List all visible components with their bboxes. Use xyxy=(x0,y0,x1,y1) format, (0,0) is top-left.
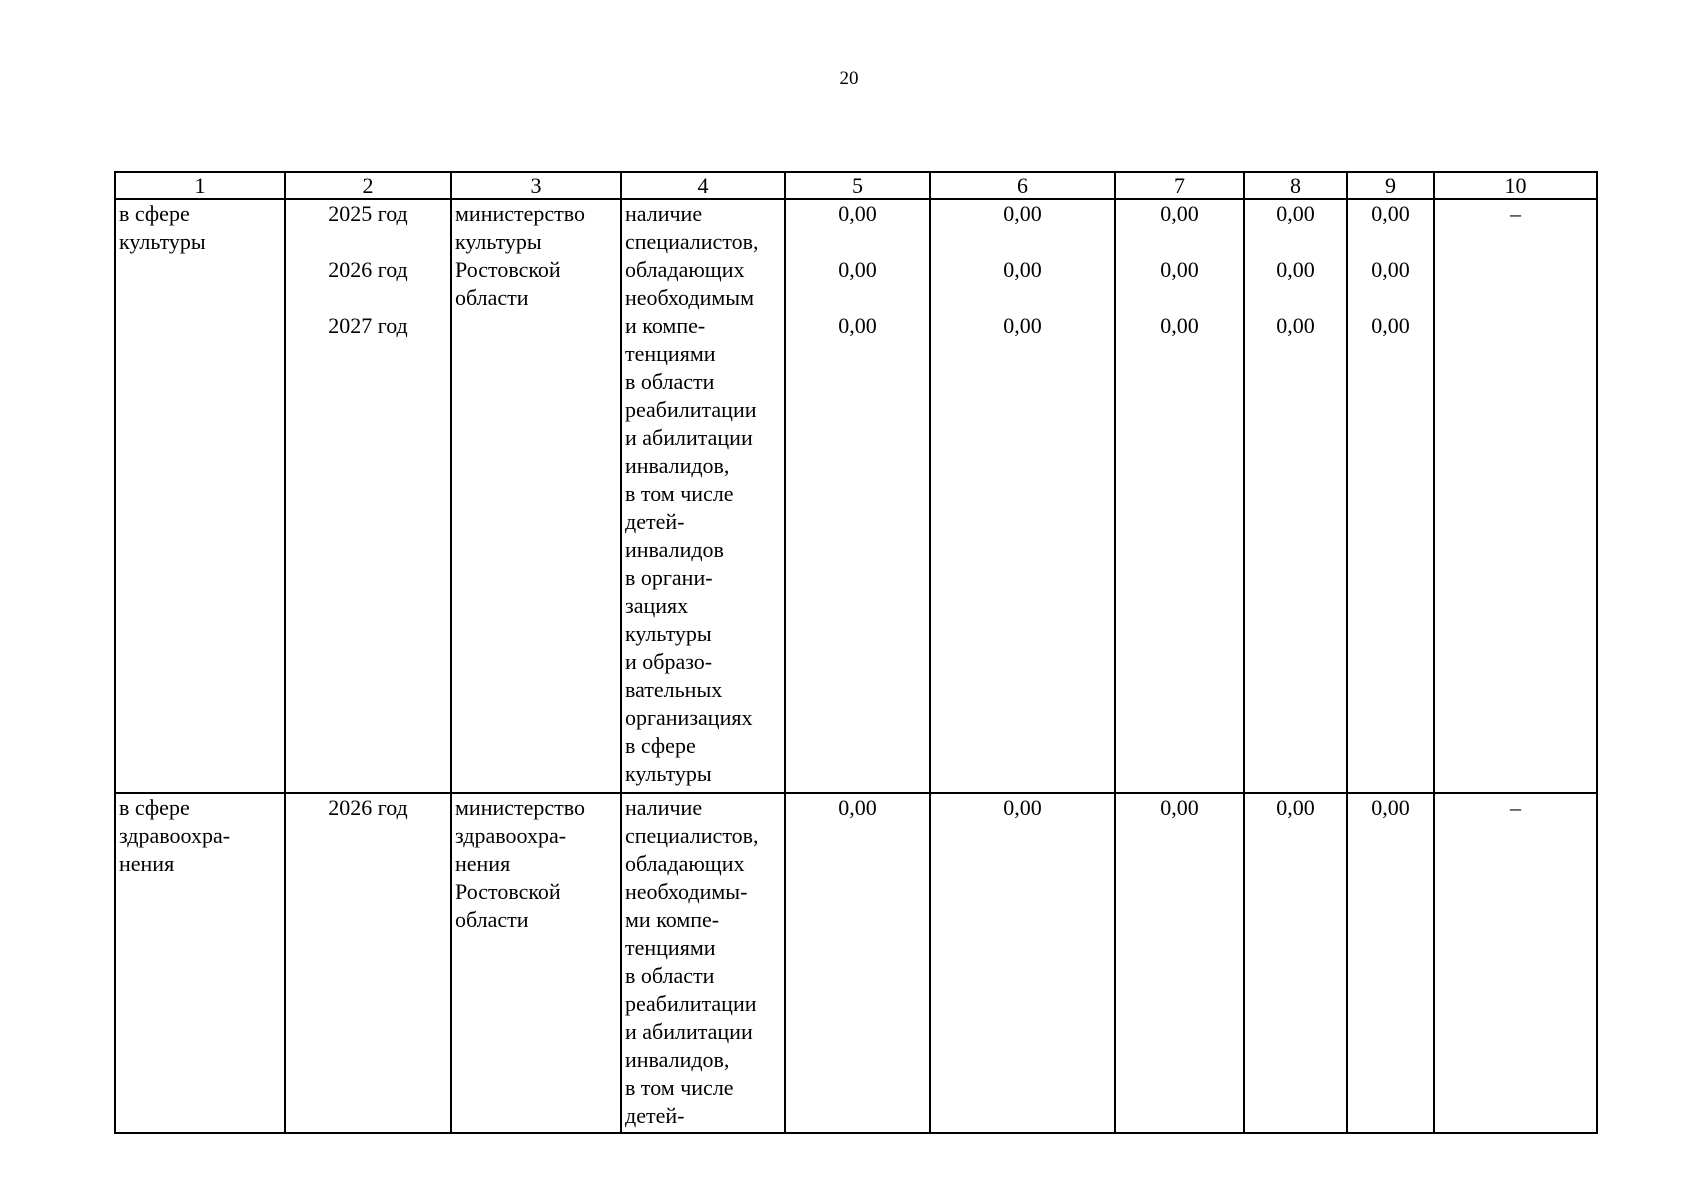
value-text: 0,00 xyxy=(1276,313,1315,338)
value-text: 0,00 xyxy=(1160,313,1199,338)
sphere-cell xyxy=(115,199,285,793)
value-text: 0,00 xyxy=(1276,257,1315,282)
description-line: наличие xyxy=(625,201,703,226)
year-cell xyxy=(285,793,451,1133)
description-line: ми компе- xyxy=(625,907,720,932)
value-cell-col5 xyxy=(785,793,930,1133)
value-cell-col9 xyxy=(1347,199,1434,793)
value-cell-col7 xyxy=(1115,793,1244,1133)
page-number: 20 xyxy=(839,68,859,89)
description-line: обладающих xyxy=(625,851,745,876)
description-line: тенциями xyxy=(625,935,716,960)
description-line: в том числе xyxy=(625,481,734,506)
column-header-6: 6 xyxy=(930,172,1115,199)
sphere-cell xyxy=(115,793,285,1133)
description-line: в органи- xyxy=(625,565,713,590)
description-line: детей- xyxy=(625,509,685,534)
sphere-text: в сфере xyxy=(119,201,190,226)
description-line: в области xyxy=(625,963,715,988)
value-text: 0,00 xyxy=(1371,795,1410,820)
value-cell-col10 xyxy=(1434,793,1597,1133)
value-cell-col9 xyxy=(1347,793,1434,1133)
year-cell xyxy=(285,199,451,793)
value-cell-col7 xyxy=(1115,199,1244,793)
description-line: и компе- xyxy=(625,313,706,338)
dash-text: – xyxy=(1510,795,1521,820)
column-header-4: 4 xyxy=(621,172,785,199)
column-header-5: 5 xyxy=(785,172,930,199)
description-line: обладающих xyxy=(625,257,745,282)
description-cell xyxy=(621,199,785,793)
header-row xyxy=(115,172,1597,199)
description-line: зациях xyxy=(625,593,689,618)
ministry-text: здравоохра- xyxy=(455,823,567,848)
column-header-10: 10 xyxy=(1434,172,1597,199)
value-cell-col6 xyxy=(930,199,1115,793)
description-line: организациях xyxy=(625,705,753,730)
value-text: 0,00 xyxy=(1371,201,1410,226)
value-cell-col10 xyxy=(1434,199,1597,793)
value-text: 0,00 xyxy=(1276,201,1315,226)
table-row xyxy=(115,793,1597,1133)
data-table xyxy=(114,171,1598,1134)
ministry-cell xyxy=(451,199,621,793)
value-cell-col8 xyxy=(1244,199,1347,793)
description-line: необходимы- xyxy=(625,879,748,904)
value-text: 0,00 xyxy=(1003,313,1042,338)
description-cell xyxy=(621,793,785,1133)
value-text: 0,00 xyxy=(838,201,877,226)
description-line: инвалидов, xyxy=(625,453,730,478)
description-line: детей- xyxy=(625,1103,685,1128)
value-cell-col8 xyxy=(1244,793,1347,1133)
value-text: 0,00 xyxy=(838,257,877,282)
sphere-text: в сфере xyxy=(119,795,190,820)
column-header-2: 2 xyxy=(285,172,451,199)
ministry-text: министерство xyxy=(455,795,586,820)
value-text: 0,00 xyxy=(1371,257,1410,282)
description-line: тенциями xyxy=(625,341,716,366)
description-line: культуры xyxy=(625,761,712,786)
value-text: 0,00 xyxy=(1003,795,1042,820)
description-line: инвалидов xyxy=(625,537,724,562)
table-row xyxy=(115,199,1597,793)
sphere-text: нения xyxy=(119,851,175,876)
column-header-9: 9 xyxy=(1347,172,1434,199)
ministry-text: Ростовской xyxy=(455,257,561,282)
description-line: и абилитации xyxy=(625,425,753,450)
description-line: культуры xyxy=(625,621,712,646)
year-text: 2025 год xyxy=(328,201,408,226)
sphere-text: культуры xyxy=(119,229,206,254)
description-line: в том числе xyxy=(625,1075,734,1100)
ministry-cell xyxy=(451,793,621,1133)
value-cell-col6 xyxy=(930,793,1115,1133)
description-line: в сфере xyxy=(625,733,696,758)
ministry-text: области xyxy=(455,285,529,310)
ministry-text: Ростовской xyxy=(455,879,561,904)
year-text: 2026 год xyxy=(328,795,408,820)
ministry-text: нения xyxy=(455,851,511,876)
value-text: 0,00 xyxy=(1160,795,1199,820)
value-text: 0,00 xyxy=(1371,313,1410,338)
value-cell-col5 xyxy=(785,199,930,793)
description-line: реабилитации xyxy=(625,397,757,422)
ministry-text: министерство xyxy=(455,201,586,226)
description-line: наличие xyxy=(625,795,703,820)
description-line: необходимым xyxy=(625,285,755,310)
ministry-text: области xyxy=(455,907,529,932)
description-line: и образо- xyxy=(625,649,713,674)
column-header-8: 8 xyxy=(1244,172,1347,199)
description-line: инвалидов, xyxy=(625,1047,730,1072)
value-text: 0,00 xyxy=(1160,257,1199,282)
description-line: специалистов, xyxy=(625,229,759,254)
value-text: 0,00 xyxy=(1003,201,1042,226)
column-header-7: 7 xyxy=(1115,172,1244,199)
column-header-3: 3 xyxy=(451,172,621,199)
value-text: 0,00 xyxy=(1276,795,1315,820)
description-line: в области xyxy=(625,369,715,394)
value-text: 0,00 xyxy=(838,795,877,820)
value-text: 0,00 xyxy=(838,313,877,338)
description-line: реабилитации xyxy=(625,991,757,1016)
description-line: и абилитации xyxy=(625,1019,753,1044)
year-text: 2026 год xyxy=(328,257,408,282)
sphere-text: здравоохра- xyxy=(119,823,231,848)
year-text: 2027 год xyxy=(328,313,408,338)
description-line: специалистов, xyxy=(625,823,759,848)
ministry-text: культуры xyxy=(455,229,542,254)
value-text: 0,00 xyxy=(1003,257,1042,282)
column-header-1: 1 xyxy=(115,172,285,199)
description-line: вательных xyxy=(625,677,723,702)
dash-text: – xyxy=(1510,201,1521,226)
value-text: 0,00 xyxy=(1160,201,1199,226)
